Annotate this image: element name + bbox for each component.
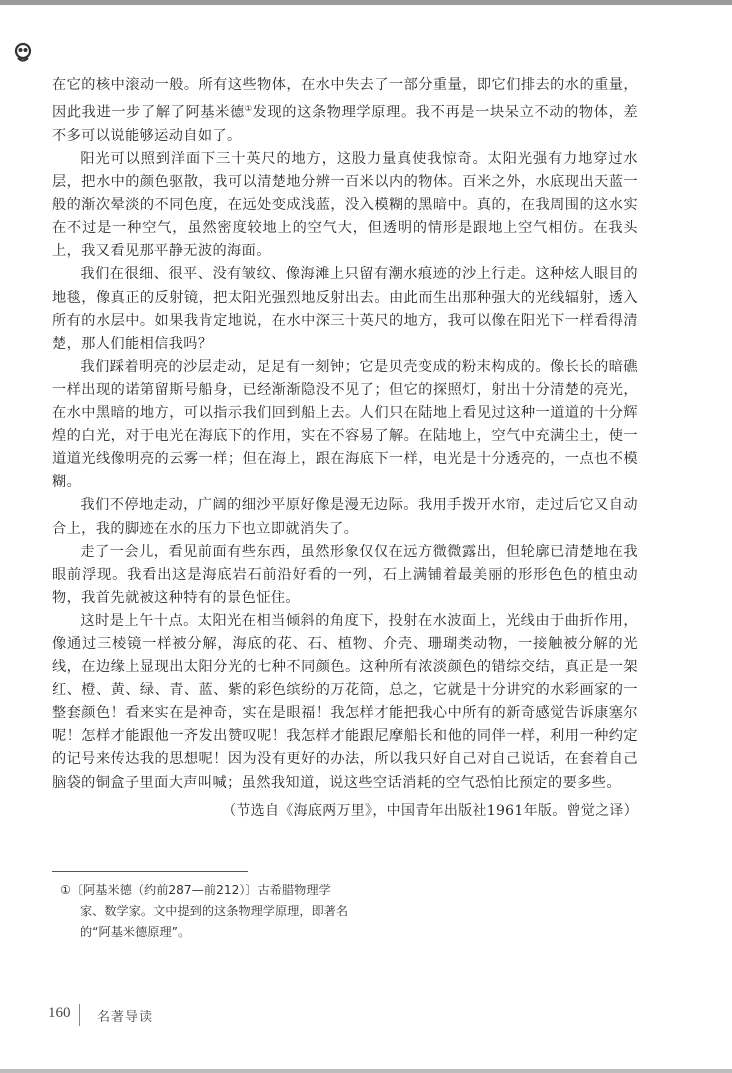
footnote-marker[interactable]: ① bbox=[244, 104, 253, 114]
publisher-emblem-icon bbox=[12, 42, 34, 64]
paragraph-text: 在它的核中滚动一般。所有这些物体，在水中失去了一部分重量，即它们排去的水的重量，因此我进一步了解了阿基米德 bbox=[52, 77, 638, 121]
footer-divider bbox=[79, 1004, 80, 1026]
top-border bbox=[0, 0, 732, 5]
paragraph bbox=[52, 74, 638, 148]
paragraph-text: 发现的这条物理学原理。我不再是一块呆立不动的物体，差不多可以说能够运动自如了。 bbox=[52, 104, 639, 144]
paragraph: 走了一会儿，看见前面有些东西，虽然形象仅仅在远方微微露出，但轮廓已清楚地在我眼前浮现。我看出这是海底岩石前沿好看的一列，石上满铺着最美丽的形形色色的植虫动物，我首先就被这种特有的景色怔住。 bbox=[52, 543, 638, 606]
footnote: ①〔阿基米德（约前287—前212）〕古希腊物理学家、数学家。文中提到的这条物理学原理，即著名的“阿基米德原理”。 bbox=[60, 883, 349, 939]
paragraph: 阳光可以照到洋面下三十英尺的地方，这股力量真使我惊奇。太阳光强有力地穿过水层，把水中的颜色驱散，我可以清楚地分辨一百米以内的物体。百米之外，水底现出天蓝一般的渐次晕淡的不同色度，在远处变成浅蓝，没入模糊的黑暗中。真的，在我周围的这水实在不过是一种空气，虽然密度较地上的空气大，但透明的情形是跟地上空气相仿。在我头上，我又看见那平静无波的海面。 bbox=[52, 151, 638, 260]
paragraph: 我们在很细、很平、没有皱纹、像海滩上只留有潮水痕迹的沙上行走。这种炫人眼目的地毯，像真正的反射镜，把太阳光强烈地反射出去。由此而生出那种强大的光线辐射，透入所有的水层中。如果我肯定地说，在水中深三十英尺的地方，我可以像在阳光下一样看得清楚，那人们能相信我吗？ bbox=[52, 266, 638, 352]
source-citation: （节选自《海底两万里》，中国青年出版社1961年版。曾觉之译） bbox=[222, 803, 638, 819]
footnote-divider bbox=[52, 871, 248, 872]
paragraph: 我们不停地走动，广阔的细沙平原好像是漫无边际。我用手拨开水帘，走过后它又自动合上，我的脚迹在水的压力下也立即就消失了。 bbox=[52, 497, 638, 537]
bottom-border bbox=[0, 1069, 732, 1073]
page-number: 160 bbox=[48, 1005, 71, 1021]
article-body bbox=[52, 74, 638, 795]
paragraph: 这时是上午十点。太阳光在相当倾斜的角度下，投射在水波面上，光线由于曲折作用，像通过三棱镜一样被分解，海底的花、石、植物、介壳、珊瑚类动物，一接触被分解的光线，在边缘上显现出太阳分光的七种不同颜色。这种所有浓淡颜色的错综交结，真正是一架红、橙、黄、绿、青、蓝、紫的彩色缤纷的万花筒，总之，它就是十分讲究的水彩画家的一整套颜色！看来实在是神奇，实在是眼福！我怎样才能把我心中所有的新奇感觉告诉康塞尔呢！怎样才能跟他一齐发出赞叹呢！我怎样才能跟尼摩船长和他的同伴一样，利用一种约定的记号来传达我的思想呢！因为没有更好的办法，所以我只好自己对自己说话，在套着自己脑袋的铜盒子里面大声叫喊；虽然我知道，说这些空话消耗的空气恐怕比预定的要多些。 bbox=[52, 612, 638, 791]
paragraph: 我们踩着明亮的沙层走动，足足有一刻钟；它是贝壳变成的粉末构成的。像长长的暗礁一样出现的诺第留斯号船身，已经渐渐隐没不见了；但它的探照灯，射出十分清楚的亮光，在水中黑暗的地方，可以指示我们回到船上去。人们只在陆地上看见过这种一道道的十分辉煌的白光，对于电光在海底下的作用，实在不容易了解。在陆地上，空气中充满尘土，使一道道光线像明亮的云雾一样；但在海上，跟在海底下一样，电光是十分透亮的，一点也不模糊。 bbox=[52, 358, 638, 491]
section-title: 名著导读 bbox=[97, 1010, 154, 1025]
